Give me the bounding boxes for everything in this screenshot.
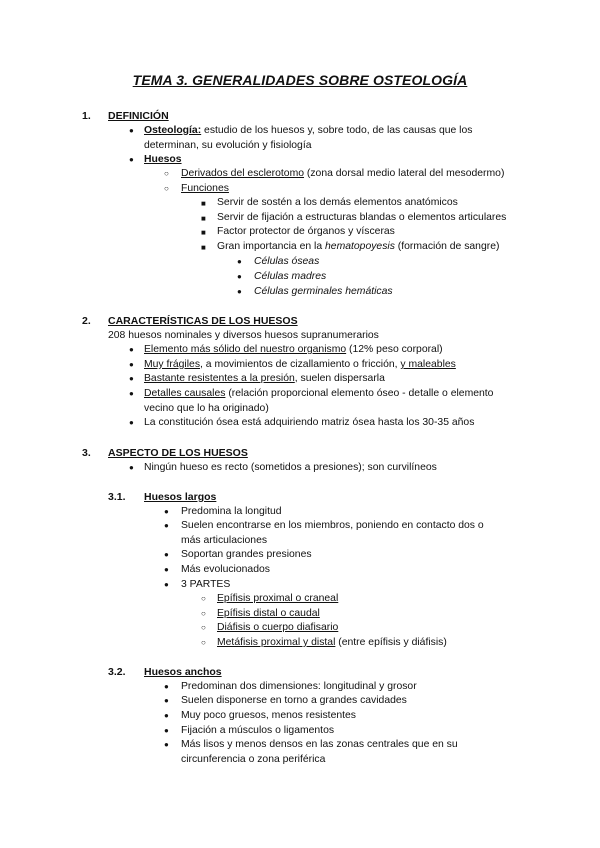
funcion-item: Factor protector de órganos y vísceras bbox=[217, 226, 395, 237]
hueso-largo-item: Más evolucionados bbox=[181, 564, 270, 575]
bullet-icon: ● bbox=[129, 463, 134, 472]
section-1-heading: DEFINICIÓN bbox=[108, 110, 169, 122]
bullet-icon: ● bbox=[237, 287, 242, 296]
text-segment: , a movimientos de cizallamiento o fricción, bbox=[200, 359, 401, 370]
square-bullet-icon: ■ bbox=[201, 228, 206, 237]
parte-item: Epífisis proximal o craneal bbox=[217, 593, 339, 604]
bullet-icon: ● bbox=[164, 565, 169, 574]
parte-item: Diáfisis o cuerpo diafisario bbox=[217, 622, 339, 633]
bullet-icon: ● bbox=[164, 507, 169, 516]
hueso-ancho-item: Muy poco gruesos, menos resistentes bbox=[181, 710, 356, 721]
cell-type-item: Células madres bbox=[254, 271, 327, 282]
derivados-item bbox=[181, 167, 504, 182]
bullet-icon: ● bbox=[129, 360, 134, 369]
underlined-text: Bastante resistentes a la presión bbox=[144, 373, 295, 384]
text-segment: (12% peso corporal) bbox=[346, 344, 443, 355]
parte-item: Epífisis distal o caudal bbox=[217, 608, 320, 619]
bullet-icon: ● bbox=[164, 711, 169, 720]
circle-bullet-icon: ○ bbox=[201, 623, 206, 632]
caracteristica-item bbox=[144, 343, 443, 358]
underlined-text: Metáfisis proximal y distal bbox=[217, 637, 336, 648]
funciones-label: Funciones bbox=[181, 183, 229, 194]
hueso-ancho-item: Fijación a músculos o ligamentos bbox=[181, 725, 335, 736]
section-2-intro: 208 huesos nominales y diversos huesos supranumerarios bbox=[108, 330, 379, 341]
hueso-ancho-item-line2: circunferencia o zona periférica bbox=[181, 754, 326, 765]
text-segment: , suelen dispersarla bbox=[294, 373, 385, 384]
square-bullet-icon: ■ bbox=[201, 214, 206, 223]
hueso-largo-item-line2: más articulaciones bbox=[181, 535, 268, 546]
bullet-icon: ● bbox=[129, 345, 134, 354]
circle-bullet-icon: ○ bbox=[201, 609, 206, 618]
underlined-text: y maleables bbox=[400, 359, 456, 370]
bullet-icon: ● bbox=[164, 550, 169, 559]
hueso-ancho-item: Predominan dos dimensiones: longitudinal y grosor bbox=[181, 681, 417, 692]
circle-bullet-icon: ○ bbox=[164, 169, 169, 178]
bullet-icon: ● bbox=[164, 682, 169, 691]
section-2-number: 2. bbox=[82, 315, 91, 327]
osteologia-text-line2: determinan, su evolución y fisiología bbox=[144, 140, 312, 151]
hueso-largo-item: 3 PARTES bbox=[181, 579, 231, 590]
osteologia-definition bbox=[144, 124, 472, 139]
text-segment: (formación de sangre) bbox=[394, 241, 500, 252]
funcion-item: Servir de sostén a los demás elementos anatómicos bbox=[217, 197, 458, 208]
bullet-icon: ● bbox=[237, 272, 242, 281]
funcion-item: Servir de fijación a estructuras blandas o elementos articulares bbox=[217, 212, 507, 223]
circle-bullet-icon: ○ bbox=[164, 184, 169, 193]
section-2-heading: CARACTERÍSTICAS DE LOS HUESOS bbox=[108, 315, 298, 327]
parte-item bbox=[217, 636, 447, 651]
circle-bullet-icon: ○ bbox=[201, 638, 206, 647]
bullet-icon: ● bbox=[129, 155, 134, 164]
section-3-number: 3. bbox=[82, 447, 91, 459]
circle-bullet-icon: ○ bbox=[201, 594, 206, 603]
bullet-icon: ● bbox=[164, 740, 169, 749]
underlined-text: Muy frágiles bbox=[144, 359, 201, 370]
subsection-3-2-number: 3.2. bbox=[108, 666, 126, 678]
bullet-icon: ● bbox=[164, 726, 169, 735]
document-title: TEMA 3. GENERALIDADES SOBRE OSTEOLOGÍA bbox=[132, 72, 468, 88]
osteologia-text: estudio de los huesos y, sobre todo, de las causas que los bbox=[201, 125, 473, 136]
bullet-icon: ● bbox=[129, 374, 134, 383]
bullet-icon: ● bbox=[237, 257, 242, 266]
bullet-icon: ● bbox=[129, 418, 134, 427]
hueso-ancho-item: Más lisos y menos densos en las zonas centrales que en su bbox=[181, 739, 458, 750]
caracteristica-item bbox=[144, 372, 385, 387]
caracteristica-item: La constitución ósea está adquiriendo matriz ósea hasta los 30-35 años bbox=[144, 417, 475, 428]
derivados-rest: (zona dorsal medio lateral del mesodermo) bbox=[304, 168, 505, 179]
cell-type-item: Células germinales hemáticas bbox=[254, 286, 393, 297]
caracteristica-item bbox=[144, 387, 493, 402]
bullet-icon: ● bbox=[164, 696, 169, 705]
hueso-largo-item: Predomina la longitud bbox=[181, 506, 282, 517]
section-1-number: 1. bbox=[82, 110, 91, 122]
square-bullet-icon: ■ bbox=[201, 243, 206, 252]
bullet-icon: ● bbox=[129, 389, 134, 398]
bullet-icon: ● bbox=[129, 126, 134, 135]
section-3-heading: ASPECTO DE LOS HUESOS bbox=[108, 447, 248, 459]
square-bullet-icon: ■ bbox=[201, 199, 206, 208]
hueso-largo-item: Soportan grandes presiones bbox=[181, 549, 312, 560]
hematopoyesis-term: hematopoyesis bbox=[325, 241, 395, 252]
subsection-3-1-heading: Huesos largos bbox=[144, 491, 217, 503]
huesos-label: Huesos bbox=[144, 154, 182, 165]
text-segment: (relación proporcional elemento óseo - detalle o elemento bbox=[225, 388, 494, 399]
underlined-text: Elemento más sólido del nuestro organismo bbox=[144, 344, 347, 355]
underlined-text: Detalles causales bbox=[144, 388, 226, 399]
hueso-largo-item: Suelen encontrarse en los miembros, poniendo en contacto dos o bbox=[181, 520, 484, 531]
subsection-3-1-number: 3.1. bbox=[108, 491, 126, 503]
section-3-intro: Ningún hueso es recto (sometidos a presiones); son curvilíneos bbox=[144, 462, 437, 473]
text-segment: Gran importancia en la bbox=[217, 241, 326, 252]
caracteristica-item bbox=[144, 358, 456, 373]
bullet-icon: ● bbox=[164, 580, 169, 589]
text-segment: (entre epífisis y diáfisis) bbox=[335, 637, 447, 648]
hueso-ancho-item: Suelen disponerse en torno a grandes cavidades bbox=[181, 695, 407, 706]
derivados-underlined: Derivados del esclerotomo bbox=[181, 168, 305, 179]
bullet-icon: ● bbox=[164, 521, 169, 530]
caracteristica-item-line2: vecino que lo ha originado) bbox=[144, 403, 269, 414]
cell-type-item: Células óseas bbox=[254, 256, 320, 267]
subsection-3-2-heading: Huesos anchos bbox=[144, 666, 222, 678]
funcion-item-hematopoyesis bbox=[217, 240, 499, 255]
osteologia-term: Osteología: bbox=[144, 125, 202, 136]
